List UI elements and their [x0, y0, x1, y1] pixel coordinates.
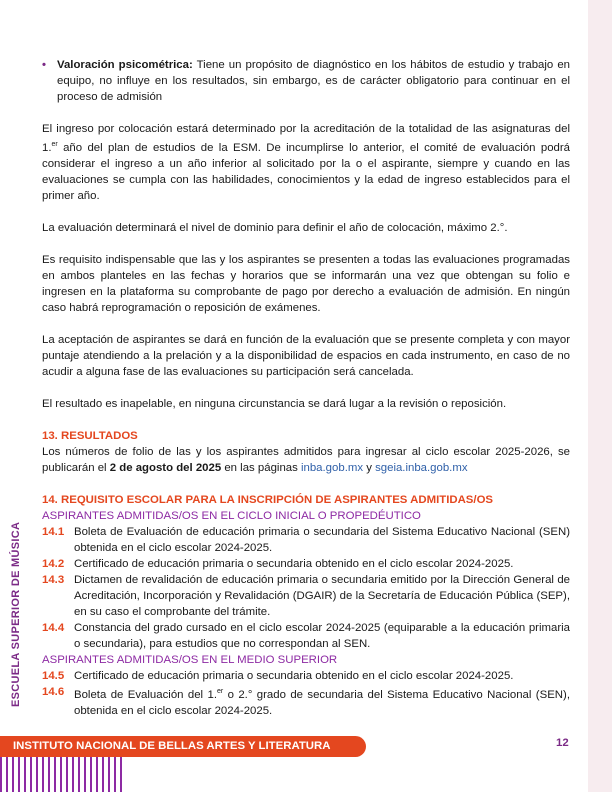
stripe	[0, 757, 2, 792]
item-number: 14.4	[42, 621, 65, 634]
list-item-14-1	[42, 524, 570, 556]
link-sgeia[interactable]: sgeia.inba.gob.mx	[375, 461, 468, 474]
right-decorative-band	[588, 0, 612, 792]
item-number: 14.1	[42, 525, 65, 538]
stripe	[24, 757, 26, 792]
stripe	[18, 757, 20, 792]
s13-date: 2 de agosto del 2025	[109, 461, 222, 474]
p1-text-b: año del plan de estudios de la ESM. De incumplirse lo anterior, el comité de evaluación podrá considerar el ingreso a un año inferior al solicitado por la o el aspirante, siempre y cuando en las evaluaciones se cumpla con las habilidades, conocimientos y la edad de ingreso establecidos para el primer año.	[42, 141, 570, 202]
subsection-medio-superior-title: ASPIRANTES ADMITIDAS/OS EN EL MEDIO SUPERIOR	[42, 653, 338, 666]
page-number: 12	[556, 737, 569, 749]
stripe	[60, 757, 62, 792]
link-inba[interactable]: inba.gob.mx	[300, 461, 364, 474]
item-number: 14.3	[42, 573, 65, 586]
list-item-14-6	[42, 684, 570, 719]
item-text: Dictamen de revalidación de educación primaria o secundaria emitido por la Dirección General de Acreditación, Incorporación y Revalidación (DGAIR) de la Secretaría de Educación Pública (SEP), en su caso el comprobante del trámite.	[74, 573, 570, 618]
s13-text-a: Los números de folio de las y los aspirantes admitidos para ingresar al ciclo escolar 2025-2026, se publicarán el	[42, 445, 570, 474]
bullet-item	[42, 57, 570, 105]
section-14-title: 14. REQUISITO ESCOLAR PARA LA INSCRIPCIÓN DE ASPIRANTES ADMITIDAS/OS	[42, 493, 494, 506]
paragraph-resultado: El resultado es inapelable, en ninguna circunstancia se dará lugar a la revisión o reposición.	[42, 397, 507, 410]
stripe	[108, 757, 110, 792]
list-item-14-5	[42, 668, 570, 684]
stripe	[12, 757, 14, 792]
item-number: 14.6	[42, 685, 65, 698]
stripe	[54, 757, 56, 792]
bullet-text	[57, 57, 570, 105]
paragraph-requisito: Es requisito indispensable que las y los aspirantes se presenten a todas las evaluaciones programadas en ambos planteles en las fechas y horarios que se informarán una vez que obtengan su folio e ingresen en la plataforma su comprobante de pago por derecho a evaluación de admisión. En ningún caso habrá reprogramación o reposición de exámenes.	[42, 253, 570, 314]
item-text: Boleta de Evaluación de educación primaria o secundaria del Sistema Educativo Nacional (SEN) obtenida en el ciclo escolar 2024-2025.	[74, 525, 570, 554]
stripe	[6, 757, 8, 792]
stripe	[42, 757, 44, 792]
stripe	[72, 757, 74, 792]
paragraph-aceptacion: La aceptación de aspirantes se dará en función de la evaluación que se presente completa y con mayor puntaje atendiendo a la prelación y a la disponibilidad de espacios en cada instrumento, en caso de no acudir a alguna fase de las evaluaciones su participación será cancelada.	[42, 333, 570, 378]
p1-text-a: El ingreso por colocación estará determinado por la acreditación de la totalidad de las asignaturas del 1.	[42, 123, 570, 154]
footer-banner	[0, 736, 366, 757]
item6-superscript: er	[216, 687, 224, 695]
stripe	[114, 757, 116, 792]
section-13-text	[42, 444, 570, 476]
footer-institution: INSTITUTO NACIONAL DE BELLAS ARTES Y LITERATURA	[13, 740, 331, 752]
side-school-label: ESCUELA SUPERIOR DE MÚSICA	[10, 521, 22, 707]
item-number: 14.5	[42, 669, 65, 682]
stripe	[96, 757, 98, 792]
list-item-14-3	[42, 572, 570, 620]
section-13-title: 13. RESULTADOS	[42, 429, 138, 442]
list-item-14-2	[42, 556, 570, 572]
stripe	[78, 757, 80, 792]
stripe	[120, 757, 122, 792]
bullet-dot: •	[42, 59, 46, 71]
item-text: Certificado de educación primaria o secundaria obtenido en el ciclo escolar 2024-2025.	[74, 669, 514, 682]
p1-superscript: er	[51, 141, 58, 148]
item-text	[74, 684, 570, 719]
bullet-body: Tiene un propósito de diagnóstico en los hábitos de estudio y trabajo en equipo, no influye en los resultados, sin embargo, es de carácter obligatorio para continuar en el proceso de admisión	[57, 59, 571, 103]
stripe	[48, 757, 50, 792]
stripe	[30, 757, 32, 792]
s13-text-b: en las páginas	[221, 461, 301, 474]
stripe	[90, 757, 92, 792]
decorative-stripes	[0, 757, 126, 792]
stripe	[66, 757, 68, 792]
list-item-14-4	[42, 620, 570, 652]
s13-text-c: y	[363, 461, 376, 474]
stripe	[84, 757, 86, 792]
paragraph-nivel: La evaluación determinará el nivel de dominio para definir el año de colocación, máximo 2.°.	[42, 221, 508, 234]
item-text: Constancia del grado cursado en el ciclo escolar 2024-2025 (equiparable a la educación primaria o secundaria), para estudios que no correspondan al SEN.	[74, 621, 570, 650]
item6-text-b: o 2.° grado de secundaria del Sistema Educativo Nacional (SEN), obtenida en el ciclo escolar 2024-2025.	[74, 688, 570, 717]
item-number: 14.2	[42, 557, 65, 570]
stripe	[102, 757, 104, 792]
page-content	[42, 57, 570, 719]
subsection-inicial-title: ASPIRANTES ADMITIDAS/OS EN EL CICLO INICIAL O PROPEDÉUTICO	[42, 509, 421, 522]
item6-text-a: Boleta de Evaluación del 1.	[74, 688, 217, 701]
item-text: Certificado de educación primaria o secundaria obtenido en el ciclo escolar 2024-2025.	[74, 557, 514, 570]
bullet-label: Valoración psicométrica:	[57, 59, 193, 71]
stripe	[36, 757, 38, 792]
paragraph-colocacion	[42, 121, 570, 204]
